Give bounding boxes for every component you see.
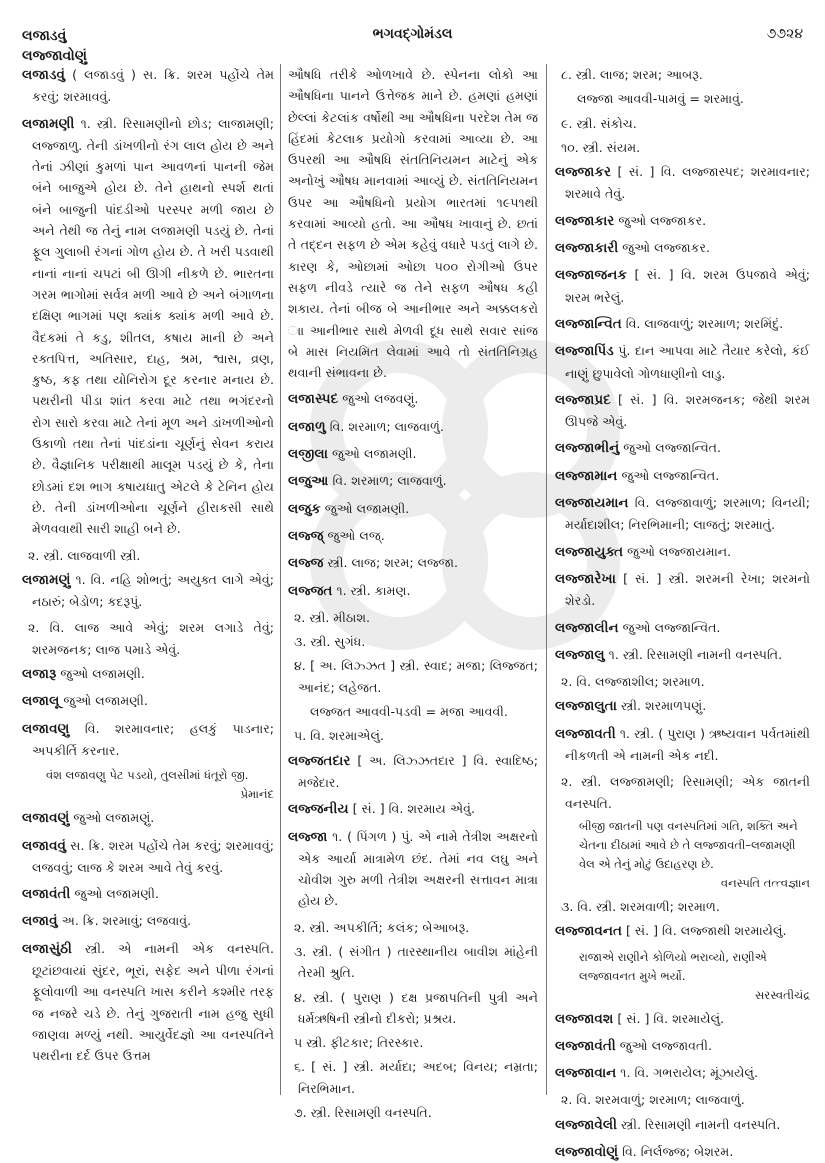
definition-text: વિ. શરમાળ; લાજવાળું. bbox=[325, 418, 444, 434]
dictionary-entry bbox=[288, 552, 538, 574]
definition-text: જુઓ લજામણી. bbox=[328, 446, 417, 462]
headword: લજ્જતદાર bbox=[288, 752, 351, 769]
sub-sense bbox=[22, 617, 274, 660]
definition-text: ૭. સ્ત્રી. રિસામણી વનસ્પતિ. bbox=[294, 1105, 432, 1121]
definition-text: ૧૦. સ્ત્રી. સંયમ. bbox=[561, 139, 641, 155]
headword: લજ્જાયમાન bbox=[555, 495, 629, 512]
definition-text: ૧. સ્ત્રી. ( પુરાણ ) ઋષ્યવાન પર્વતમાંથી નીકળતી એ નામની એક નદી. bbox=[565, 725, 810, 764]
definition-text: સ્ત્રી. એ નામની એક વનસ્પતિ. છૂટાંછવાયાં સુંદર, ભૂરાં, સફેદ અને પીળા રંગનાં ફૂલોવાળી આ વનસ્પતિ ખાસ કરીને કશ્મીર તરફ જ નજરે ચડે છે. તેનું ગુજરાતી નામ હજુ સુધી જાણવા મળ્યું નથી. આયુર્વેદજ્ઞો આ વનસ્પતિને પથરીના દર્દ ઉપર ઉત્તમ bbox=[32, 940, 274, 1064]
dictionary-entry bbox=[288, 470, 538, 492]
sub-sense bbox=[288, 1032, 538, 1053]
sub-sense bbox=[288, 655, 538, 698]
quotation bbox=[22, 766, 274, 804]
headword: લજ્જા bbox=[288, 828, 328, 845]
quote-source: સરસ્વતીચંદ્ર bbox=[754, 987, 810, 1002]
page-title: ભગવદ્ગોમંડલ bbox=[372, 26, 453, 42]
definition-text: જુઓ લજ્જાન્વિત. bbox=[618, 619, 721, 635]
idiom bbox=[288, 701, 538, 722]
dictionary-entry bbox=[288, 498, 538, 520]
sub-sense bbox=[288, 631, 538, 652]
definition-text: [ સં. ] વિ. લજ્જાસ્પદ; શરમાવનાર; શરમાવે તેવું. bbox=[565, 164, 810, 202]
dictionary-entry bbox=[22, 835, 274, 879]
headword: લજ્જાયુક્ત bbox=[555, 543, 624, 560]
column-divider bbox=[280, 64, 281, 1095]
definition-text: ૧. ( પિંગળ ) પું. એ નામે તેત્રીશ અક્ષરનો એક આર્યા માત્રામેળ છંદ. તેમાં નવ લઘુ અને ચોવીશ ગુરુ મળી તેત્રીશ અક્ષરની સત્તાવન માત્રા હોય છે. bbox=[298, 828, 538, 909]
dictionary-entry bbox=[555, 644, 810, 666]
dictionary-entry bbox=[555, 920, 810, 942]
headword: લજારૂ bbox=[22, 666, 57, 683]
dictionary-entry bbox=[22, 718, 274, 762]
dictionary-entry bbox=[555, 465, 810, 487]
sub-sense bbox=[555, 137, 810, 158]
dictionary-entry bbox=[22, 883, 274, 905]
sub-sense bbox=[555, 1089, 810, 1110]
definition-text: જુઓ લજામણી. bbox=[56, 666, 145, 682]
definition-text: ( લજાડવું ) સ. ક્રિ. શરમ પહોંચે તેમ કરવું; શરમાવવું. bbox=[32, 67, 274, 105]
sub-sense bbox=[555, 771, 810, 814]
sub-sense bbox=[288, 1056, 538, 1099]
quote-text: વંશ લજાવણુ પેટ પડયો, તુલસીમાં ધંતૂરો જી. bbox=[46, 768, 249, 783]
sub-sense bbox=[288, 1102, 538, 1123]
dictionary-entry bbox=[555, 1114, 810, 1136]
dictionary-entry bbox=[288, 580, 538, 602]
sub-sense bbox=[288, 607, 538, 628]
sub-sense bbox=[555, 896, 810, 917]
definition-text: જુઓ લજામણું. bbox=[69, 810, 155, 826]
quote-text: રાજાએ રાણીને કોળિયો ભરાવ્યો, રાણીએ લજ્જાવનત મુખે ભર્યો. bbox=[579, 949, 767, 983]
definition-text: વિ. નિર્લજ્જ; બેશરમ. bbox=[618, 1143, 734, 1159]
headword: લજ્જાલુ bbox=[555, 646, 605, 663]
definition-text: જુઓ લજ્જાન્વિત. bbox=[619, 440, 722, 456]
quotation bbox=[555, 948, 810, 1005]
definition-text: ૨. સ્ત્રી. અપકીર્તિ; કલંક; બેઆબરૂ. bbox=[294, 919, 470, 935]
headword: લજાવવું bbox=[22, 837, 67, 854]
definition-text: સ્ત્રી. શરમાળપણું. bbox=[617, 698, 707, 714]
headword: લજાડવું bbox=[22, 67, 66, 83]
headword: લજામણું bbox=[22, 571, 71, 588]
dictionary-entry bbox=[555, 568, 810, 612]
definition-text: જુઓ લજ્જાકર. bbox=[618, 240, 711, 256]
definition-text: જુઓ લજામણી. bbox=[70, 886, 159, 902]
dictionary-entry bbox=[555, 492, 810, 536]
headword: લજ્જાવેલી bbox=[555, 1116, 618, 1133]
dictionary-entry bbox=[288, 525, 538, 547]
dictionary-entry bbox=[22, 807, 274, 829]
dictionary-entry bbox=[555, 161, 810, 205]
definition-text: ૧. સ્ત્રી. કામણ. bbox=[332, 582, 411, 598]
sub-sense bbox=[555, 113, 810, 134]
definition-text: સ્ત્રી. લાજ; શરમ; લજ્જા. bbox=[323, 555, 459, 571]
dictionary-entry bbox=[555, 695, 810, 717]
headword: લજાળુ bbox=[288, 418, 326, 435]
definition-text: [ સં. ] વિ. શરમાય એવું. bbox=[348, 801, 475, 817]
headword: લજ્જાકાર bbox=[555, 212, 615, 229]
definition-text: વિ. શરમાવનાર; હલકું પાડનાર; અપકીર્તિ કરનાર. bbox=[32, 720, 274, 758]
headword: લજુક bbox=[288, 500, 321, 517]
headword: લજાવણુ bbox=[22, 720, 70, 737]
definition-text: ૧. સ્ત્રી. રિસામણીનો છોડ; લાજામણી; લજ્જાળુ. તેની ડાંખળીનો રંગ લાલ હોય છે અને તેનાં ઝીણાં કુમળાં પાન આવળનાં પાનની જેમ બંને બાજુએ હોય છે. તેને હાથનો સ્પર્શ થતાં બંને બાજુની પાંદડીઓ પરસ્પર મળી જાય છે અને તેથી જ તેનું નામ લજામણી પડયું છે. તેનાં ફૂલ ગુલાબી રંગનાં ગોળ હોય છે. તે ખરી પડવાથી નાનાં નાનાં ચપટાં બી ઊગી નીકળે છે. ભારતના ગરમ ભાગોમાં સર્વત્ર મળી આવે છે અને બંગાળના દક્ષિણ ભાગમાં પણ ક્યાંક ક્યાંક મળી આવે છે. વૈદકમાં તે કડુ, શીતલ, કષાય માની છે અને રક્તપિત્ત, અતિસાર, દાહ, શ્રમ, શ્વાસ, વ્રણ, કુષ્ઠ, કફ તથા યોનિરોગ દૂર કરનાર મનાય છે. પથરીની પીડા શાંત કરવા માટે તથા ભગંદરનો રોગ સારો કરવા માટે તેનાં મૂળ અને ડાંખળીઓનો ઉકાળો તથા તેનાં પાંદડાંના ચૂર્ણનું સેવન કરાય છે. વૈજ્ઞાનિક પરીક્ષાથી માલૂમ પડયું છે કે, તેના છોડમાં દશ ભાગ કષાયધાતુ એટલે કે ટેનિન હોય છે. તેની ડાંખળીઓના ચૂર્ણને હીરાકસી સાથે મેળવવાથી સારી શાહી બને છે. bbox=[32, 115, 274, 537]
dictionary-entry bbox=[555, 1035, 810, 1057]
dictionary-entry bbox=[555, 237, 810, 259]
dictionary-entry bbox=[555, 313, 810, 335]
headword: લજ્જાવશ bbox=[555, 1010, 614, 1027]
dictionary-entry bbox=[288, 798, 538, 820]
headword: લજાસુંઠી bbox=[22, 940, 72, 957]
dictionary-entry bbox=[555, 617, 810, 639]
page-number: ૭૭૨૪ bbox=[766, 26, 803, 42]
dictionary-entry bbox=[22, 64, 274, 108]
headword: લજ્જાવંતી bbox=[555, 1037, 616, 1054]
headword: લજ્જાપિંડ bbox=[555, 343, 614, 360]
headword: લજ્જાવોણું bbox=[555, 1143, 619, 1160]
definition-text: પું. દાન આપવા માટે તૈયાર કરેલો, કંઈ નાણું છુપાવેલો ગોળધાણીનો લાડુ. bbox=[565, 343, 810, 381]
dictionary-entry bbox=[555, 389, 810, 433]
dictionary-entry bbox=[288, 443, 538, 465]
dictionary-entry bbox=[288, 416, 538, 438]
column-3 bbox=[555, 64, 810, 1160]
definition-text: [ સં. ] સ્ત્રી. શરમની રેખા; શરમનો શેરડો. bbox=[565, 570, 810, 609]
headword: લજ્જાભીનું bbox=[555, 440, 620, 457]
definition-text: ૨. વિ. શરમવાળું; શરમાળ; લાજવાળું. bbox=[561, 1092, 745, 1108]
headword: લજ્જામાન bbox=[555, 467, 618, 484]
dictionary-entry bbox=[555, 437, 810, 459]
definition-text: ૯. સ્ત્રી. સંકોચ. bbox=[561, 115, 637, 131]
definition-text: ૪. સ્ત્રી. ( પુરાણ ) દક્ષ પ્રજાપતિની પુત્રી અને ધર્મઋષિની સ્ત્રીનો દીકરો; પ્રશ્રય. bbox=[294, 989, 538, 1026]
headword: લજાલૂ bbox=[22, 693, 60, 710]
entry-continuation bbox=[288, 64, 538, 383]
definition-text: સ્ત્રી. રિસામણી નામની વનસ્પતિ. bbox=[617, 1116, 781, 1132]
definition-text: [ સં. ] વિ. શરમ ઉપજાવે એવું; શરમ ભરેલું. bbox=[565, 267, 810, 305]
definition-text: [ સં. ] વિ. શરમાયેલું. bbox=[613, 1010, 725, 1026]
definition-text: ૮. સ્ત્રી. લાજ; શરમ; આબરૂ. bbox=[561, 67, 703, 82]
dictionary-entry bbox=[22, 113, 274, 540]
definition-text: વિ. લજ્જાવાળું; શરમાળ; વિનયી; મર્યાદાશીલ; નિરભિમાની; લાજતું; શરમાતું. bbox=[565, 495, 810, 533]
dictionary-entry bbox=[22, 663, 274, 685]
headword: લજ્જાલુતા bbox=[555, 698, 617, 715]
definition-text: જુઓ લજ્જાન્વિત. bbox=[617, 467, 720, 483]
dictionary-entry bbox=[22, 910, 274, 932]
headword: લજ્જાજનક bbox=[555, 267, 627, 284]
definition-text: જુઓ લજ્જાવતી. bbox=[615, 1037, 712, 1053]
definition-text: જુઓ લજામણી. bbox=[59, 693, 148, 709]
definition-text: ૩. વિ. સ્ત્રી. શરમવાળી; શરમાળ. bbox=[561, 898, 720, 914]
dictionary-entry bbox=[22, 569, 274, 613]
definition-text: જુઓ લજવણું. bbox=[338, 391, 419, 407]
headword: લજાસ્પદ bbox=[288, 391, 339, 408]
sub-sense bbox=[22, 545, 274, 566]
definition-text: ૧. સ્ત્રી. રિસામણી નામની વનસ્પતિ. bbox=[604, 646, 783, 662]
definition-text: ૩. સ્ત્રી. ( સંગીત ) તારસ્થાનીય બાવીશ માંહેની તેરમી શ્રુતિ. bbox=[294, 943, 538, 981]
sub-sense bbox=[288, 917, 538, 938]
definition-text: ૪. [ અ. લિઝ્ઝત ] સ્ત્રી. સ્વાદ; મજા; લિજ્જત; આનંદ; લહેજત. bbox=[294, 658, 538, 695]
quotation bbox=[555, 817, 810, 893]
sub-sense bbox=[555, 671, 810, 692]
sub-sense bbox=[288, 725, 538, 746]
definition-text: ૨. વિ. લાજ આવે એવું; શરમ લગાડે તેવું; શરમજનક; લાજ પમાડે એવું. bbox=[28, 620, 274, 657]
dictionary-entry bbox=[555, 1141, 810, 1163]
headword: લજ્જારેખા bbox=[555, 570, 616, 587]
dictionary-entry bbox=[555, 1008, 810, 1030]
definition-text: ૫ સ્ત્રી. ફીટકાર; તિરસ્કાર. bbox=[294, 1035, 424, 1051]
headword: લજ્જત bbox=[288, 582, 333, 599]
dictionary-entry bbox=[555, 210, 810, 232]
definition-text: ૧. વિ. ગભરાયેલ; મૂંઝાયેલું. bbox=[616, 1065, 758, 1081]
sub-sense bbox=[288, 941, 538, 984]
headword: લજામણી bbox=[22, 115, 75, 132]
headword: લજાવું bbox=[22, 913, 58, 930]
guide-word-last: લજ્જાવોણું bbox=[22, 48, 87, 64]
quote-text: બીજી જાતની પણ વનસ્પતિમાં ગતિ, શક્તિ અને ચેતના દીઠામાં આવે છે તે લજ્જાવતી–લજામણી વેલ એ તેનું મોટું ઉદાહરણ છે. bbox=[579, 818, 798, 871]
dictionary-entry bbox=[555, 1062, 810, 1084]
definition-text: ૨. સ્ત્રી. મીઠાશ. bbox=[294, 609, 371, 625]
dictionary-entry bbox=[288, 388, 538, 410]
definition-text: ૬. [ સં. ] સ્ત્રી. મર્યાદા; અદબ; વિનય; નમ્રતા; નિરભિમાન. bbox=[294, 1059, 538, 1096]
headword: લજ્જનીય bbox=[288, 801, 349, 818]
quote-source: પ્રેમાનંદ bbox=[240, 787, 274, 802]
definition-text: ૫. વિ. શરમાએલું. bbox=[294, 728, 384, 744]
headword: લજ્જાવાન bbox=[555, 1065, 617, 1082]
column-divider bbox=[546, 64, 547, 1095]
dictionary-entry bbox=[22, 690, 274, 712]
definition-text: જુઓ લજ્. bbox=[323, 527, 385, 543]
dictionary-entry bbox=[288, 750, 538, 794]
dictionary-entry bbox=[555, 264, 810, 308]
headword: લજ્જ્ bbox=[288, 527, 324, 544]
definition-text: [ સં. ] વિ. શરમજનક; જેથી શરમ ઊપજે એવું. bbox=[565, 391, 810, 430]
headword: લજ્જાન્વિત bbox=[555, 315, 622, 332]
headword: લજ્જાકારી bbox=[555, 240, 619, 257]
column-2 bbox=[288, 64, 538, 1121]
definition-text: વિ. લાજવાળું; શરમાળ; શરમિંદું. bbox=[621, 315, 784, 331]
definition-text: ૩. સ્ત્રી. સુગંધ. bbox=[294, 634, 366, 650]
headword: લજ્જાપ્રદ bbox=[555, 391, 611, 408]
definition-text: [ અ. લિઝ્ઝતદાર ] વિ. સ્વાદિષ્ઠ; મજેદાર. bbox=[298, 752, 538, 790]
idiom bbox=[555, 88, 810, 109]
headword: લજ્જાવતી bbox=[555, 725, 616, 742]
definition-text: સ. ક્રિ. શરમ પહોંચે તેમ કરવું; શરમાવવું; લજવવું; લાજ કે શરમ આવે તેવું કરવું. bbox=[32, 837, 274, 875]
dictionary-entry bbox=[555, 541, 810, 563]
quote-source: વનસ્પતિ તત્ત્વજ્ઞાન bbox=[720, 875, 810, 890]
definition-text: ઔષધિ તરીકે ઓળખાવે છે. સ્પેનના લોકો આ ઔષધિના પાનને ઉત્તેજક માને છે. હમણાં હમણાં છેલ્લાં કેટલાંક વર્ષોથી આ ઔષધિના પરદેશ તેમ જ હિંદમાં કેટલાક પ્રયોગો કરવામાં આવ્યા છે. આ ઉપરથી આ ઔષધિ સંતતિનિયમન માટેનું એક અનોખું ઔષધ માનવામાં આવ્યું છે. સંતતિનિયમન ઉપર આ ઔષધિનો પ્રયોગ ભારતમાં ૧૯૫૧થી કરવામાં આવ્યો હતો. આ ઔષધ ખાવાનું છે. છતાં તે તદ્દન સફળ છે એમ કહેવું વધારે પડતું લાગે છે. કારણ કે, ઓછામાં ઓછા ૫૦૦ રોગીઓ ઉપર સફળ નીવડે ત્યારે જ તેને સફળ ઔષધ કહી શકાય. તેનાં બીજ બે આનીભાર અને અક્કલકરો ાા આનીભાર સાથે મેળવી દૂધ સાથે સવાર સાંજ બે માસ નિયમિત લેવામાં આવે તો સંતતિનિગ્રહ થવાની સંભાવના છે. bbox=[288, 67, 538, 381]
definition-text: [ સં. ] વિ. લજ્જાથી શરમાયેલું. bbox=[621, 923, 787, 939]
headword: લજ્જાવનત bbox=[555, 923, 622, 940]
definition-text: જુઓ લજામણી. bbox=[320, 500, 410, 516]
definition-text: જુઓ લજ્જાયમાન. bbox=[623, 543, 732, 559]
dictionary-entry bbox=[555, 723, 810, 767]
sub-sense bbox=[288, 987, 538, 1030]
dictionary-entry bbox=[22, 938, 274, 1067]
dictionary-entry bbox=[288, 826, 538, 912]
headword: લજ્જાલીન bbox=[555, 619, 619, 636]
headword: લજુઆ bbox=[288, 473, 329, 490]
dictionary-entry bbox=[555, 340, 810, 384]
definition-text: ૨. સ્ત્રી. લાજવાળી સ્ત્રી. bbox=[28, 547, 141, 563]
definition-text: ૨. સ્ત્રી. લજ્જામણી; રિસામણી; એક જાતની વનસ્પતિ. bbox=[561, 774, 810, 811]
guide-word-first: લજાડવું bbox=[22, 28, 67, 44]
headword: લજીલા bbox=[288, 446, 329, 463]
definition-text: જુઓ લજ્જાકર. bbox=[614, 212, 707, 228]
headword: લજ્જાકર bbox=[555, 164, 611, 181]
definition-text: ૧. વિ. નહિ શોભતું; અયુક્ત લાગે એવું; નઠારું; બેડોળ; કદરૂપું. bbox=[32, 571, 274, 610]
headword: લજાવંતી bbox=[22, 886, 71, 903]
column-1 bbox=[22, 64, 274, 1101]
definition-text: વિ. શરમાળ; લાજવાળું. bbox=[328, 473, 447, 489]
definition-text: અ. ક્રિ. શરમાવું; લજવાવું. bbox=[57, 913, 192, 929]
sub-sense bbox=[555, 64, 810, 85]
definition-text: ૨. વિ. લજ્જાશીલ; શરમાળ. bbox=[561, 674, 705, 690]
headword: લજાવણું bbox=[22, 810, 70, 827]
headword: લજ્જ bbox=[288, 555, 324, 572]
definition-text: લજ્જા આવવી-પામવું = શરમાવું. bbox=[577, 91, 744, 107]
definition-text: લજ્જત આવવી-પડવી = મજા આવવી. bbox=[310, 704, 508, 720]
